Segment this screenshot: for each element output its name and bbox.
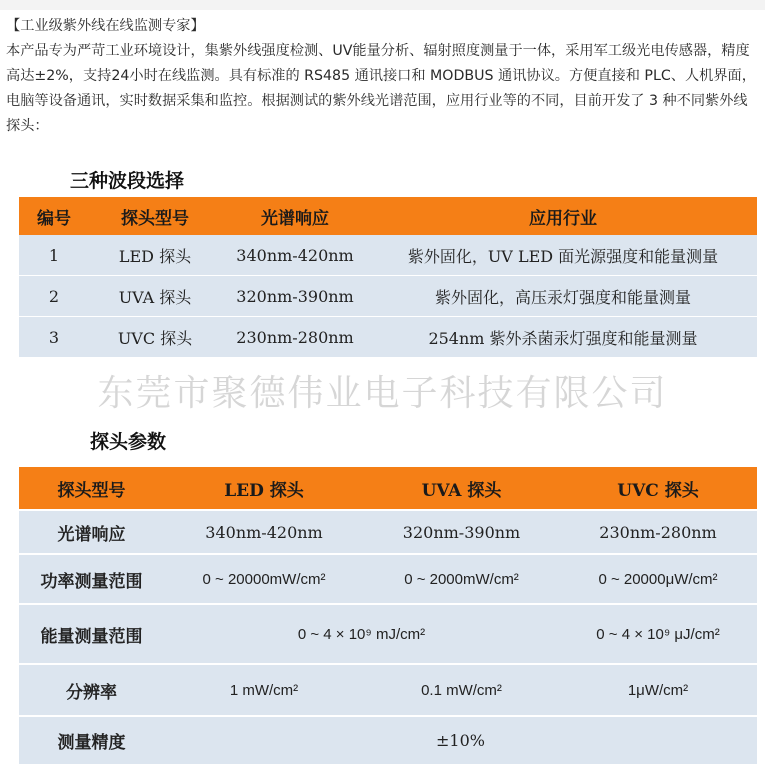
table-cell: UVC 探头 — [89, 317, 221, 358]
table-cell: UVA 探头 — [89, 276, 221, 317]
table-cell: 1 mW/cm² — [164, 664, 364, 716]
table-cell: 340nm-420nm — [221, 235, 369, 276]
header-cell: 探头型号 — [89, 197, 221, 235]
table-row-power — [19, 554, 757, 604]
intro-title: 【工业级紫外线在线监测专家】 — [6, 18, 205, 34]
table-cell: 230nm-280nm — [559, 510, 757, 554]
table-cell: 1μW/cm² — [559, 664, 757, 716]
table-cell: 340nm-420nm — [164, 510, 364, 554]
table-cell: 1 — [19, 235, 89, 276]
table-row — [19, 235, 757, 276]
table-cell: 230nm-280nm — [221, 317, 369, 358]
table-cell: ±10% — [164, 716, 757, 764]
header-cell: 探头型号 — [19, 467, 164, 510]
table-cell: 0.1 mW/cm² — [364, 664, 559, 716]
table-cell: 0 ~ 20000μW/cm² — [559, 554, 757, 604]
header-cell: LED 探头 — [164, 467, 364, 510]
header-cell: 应用行业 — [369, 197, 757, 235]
section-title-params: 探头参数 — [90, 431, 167, 453]
row-label: 测量精度 — [19, 716, 164, 764]
table-row-energy — [19, 604, 757, 664]
intro-body: 本产品专为严苛工业环境设计，集紫外线强度检测、UV能量分析、辐射照度测量于一体，采用军工级光电传感器，精度高达±2%，支持24小时在线监测。具有标准的 RS485 通讯接口和 MODBUS 通讯协议。方便直接和 PLC、人机界面，电脑等设备通讯，实时数据采集和监控。根据测试的紫外线光谱范围，应用行业等的不同，目前开发了 3 种不同紫外线探头： — [6, 43, 756, 134]
table-cell: 254nm 紫外杀菌汞灯强度和能量测量 — [369, 317, 757, 358]
table-cell: 0 ~ 2000mW/cm² — [364, 554, 559, 604]
table-cell: 0 ~ 4 × 10⁹ μJ/cm² — [559, 604, 757, 664]
table-row — [19, 276, 757, 317]
row-label: 功率测量范围 — [19, 554, 164, 604]
table-cell: 3 — [19, 317, 89, 358]
table-row-accuracy — [19, 716, 757, 764]
company-watermark: 东莞市聚德伟业电子科技有限公司 — [97, 373, 668, 414]
band-table-header — [19, 197, 757, 235]
header-cell: 光谱响应 — [221, 197, 369, 235]
table-row-resolution — [19, 664, 757, 716]
section-title-bands: 三种波段选择 — [70, 170, 185, 192]
header-cell: 编号 — [19, 197, 89, 235]
table-cell: 紫外固化，高压汞灯强度和能量测量 — [369, 276, 757, 317]
row-label: 分辨率 — [19, 664, 164, 716]
table-cell: 0 ~ 20000mW/cm² — [164, 554, 364, 604]
table-cell: 320nm-390nm — [221, 276, 369, 317]
table-row-spectrum — [19, 510, 757, 554]
table-cell: LED 探头 — [89, 235, 221, 276]
band-table — [19, 197, 757, 357]
row-label: 光谱响应 — [19, 510, 164, 554]
table-cell: 320nm-390nm — [364, 510, 559, 554]
table-row — [19, 317, 757, 358]
table-cell: 紫外固化，UV LED 面光源强度和能量测量 — [369, 235, 757, 276]
header-cell: UVA 探头 — [364, 467, 559, 510]
intro-paragraph — [6, 14, 758, 139]
params-table-header — [19, 467, 757, 510]
params-table — [19, 467, 757, 764]
row-label: 能量测量范围 — [19, 604, 164, 664]
header-cell: UVC 探头 — [559, 467, 757, 510]
top-band — [0, 0, 765, 10]
table-cell: 2 — [19, 276, 89, 317]
table-cell: 0 ~ 4 × 10⁹ mJ/cm² — [164, 604, 559, 664]
